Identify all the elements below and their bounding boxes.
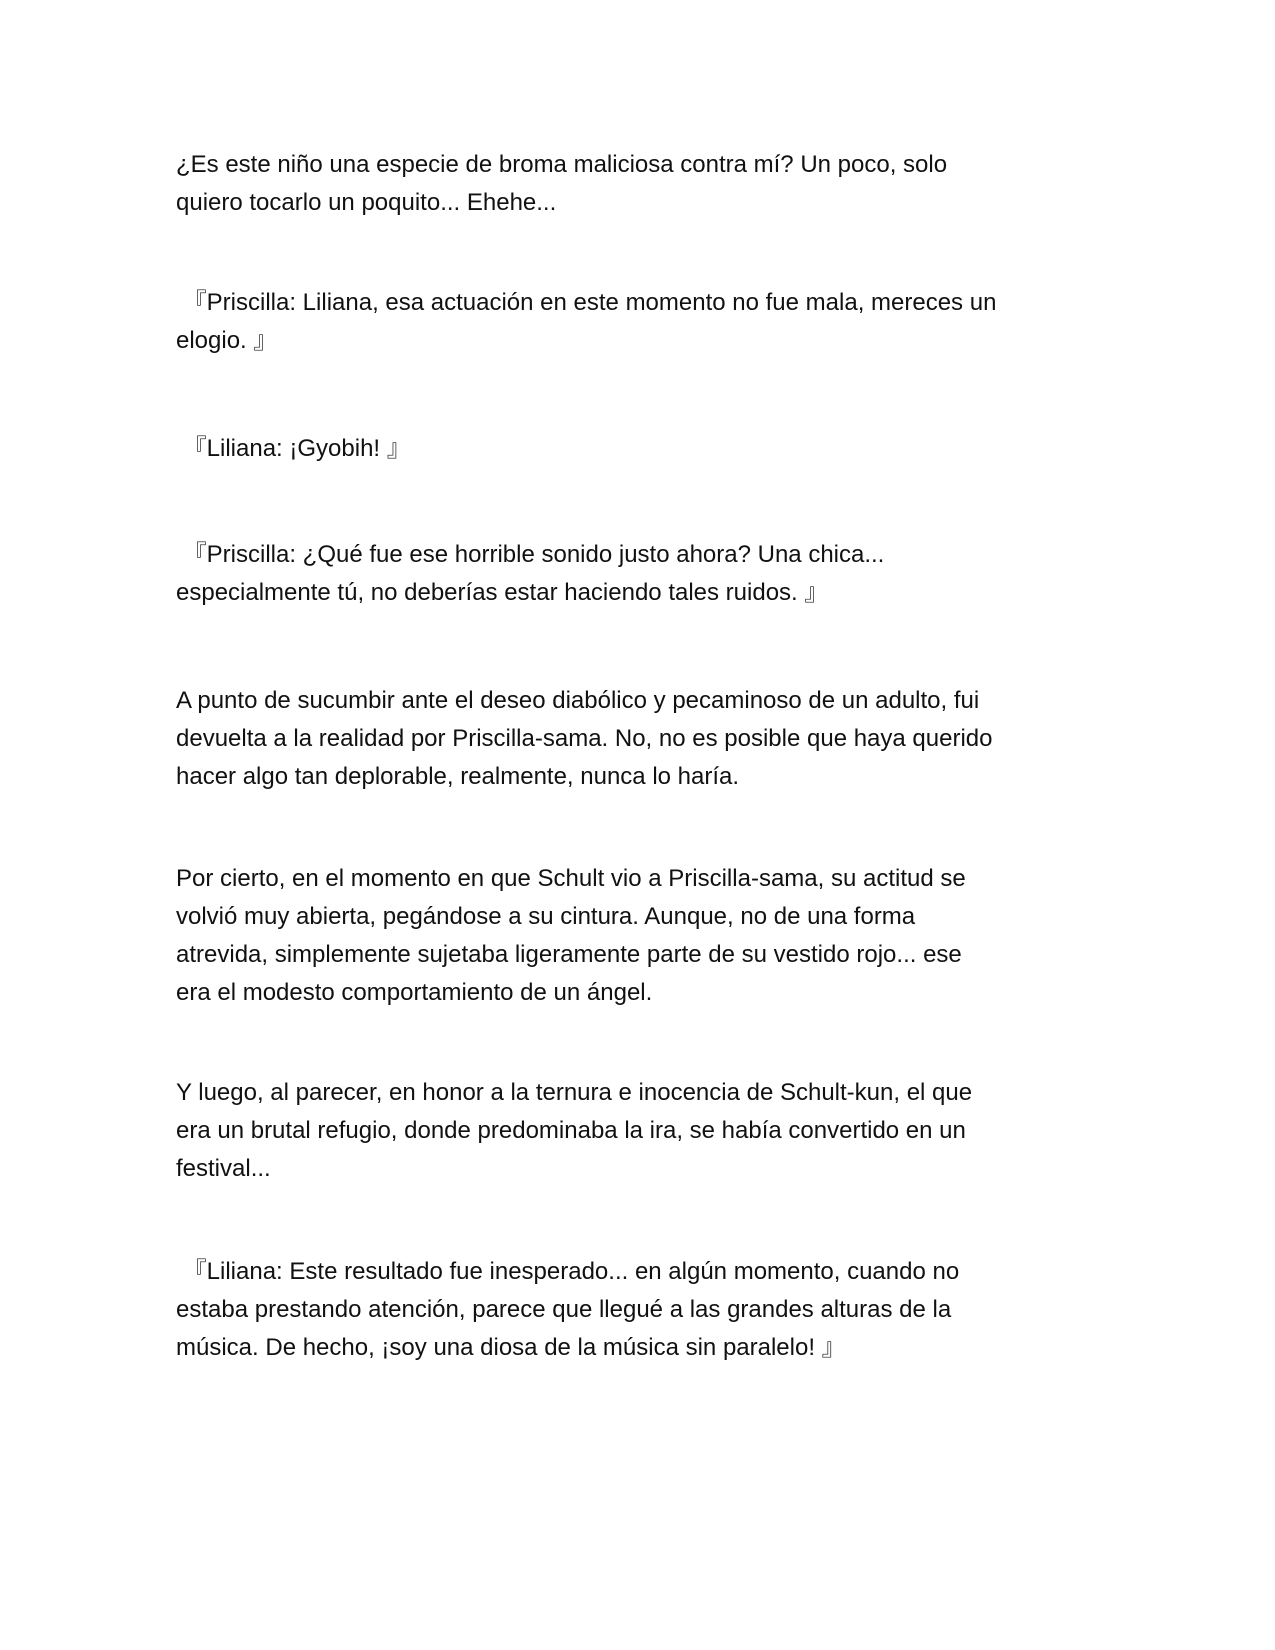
paragraph-1: ¿Es este niño una especie de broma maliciosa contra mí? Un poco, solo quiero tocarlo un poquito... Ehehe... (176, 151, 948, 216)
dialogue-liliana-1: 『Liliana: ¡Gyobih! 』 (176, 435, 411, 462)
paragraph-2: A punto de sucumbir ante el deseo diabólico y pecaminoso de un adulto, fui devuelta a la realidad por Priscilla-sama. No, no es posible que haya querido hacer algo tan deplorable, realmente, nunca lo haría. (176, 687, 993, 790)
dialogue-liliana-2: 『Liliana: Este resultado fue inesperado... en algún momento, cuando no estaba prestando atención, parece que llegué a las grandes alturas de la música. De hecho, ¡soy una diosa de la música sin paralelo! 』 (176, 1258, 960, 1361)
paragraph-4: Y luego, al parecer, en honor a la ternura e inocencia de Schult-kun, el que era un brutal refugio, donde predominaba la ira, se había convertido en un festival... (176, 1079, 973, 1182)
dialogue-priscilla-2: 『Priscilla: ¿Qué fue ese horrible sonido justo ahora? Una chica... especialmente tú, no deberías estar haciendo tales ruidos. 』 (176, 541, 885, 606)
dialogue-priscilla-1: 『Priscilla: Liliana, esa actuación en este momento no fue mala, mereces un elogio. 』 (176, 289, 997, 354)
paragraph-3: Por cierto, en el momento en que Schult vio a Priscilla-sama, su actitud se volvió muy abierta, pegándose a su cintura. Aunque, no de una forma atrevida, simplemente sujetaba ligeramente parte de su vestido rojo... ese era el modesto comportamiento de un ángel. (176, 865, 966, 1006)
